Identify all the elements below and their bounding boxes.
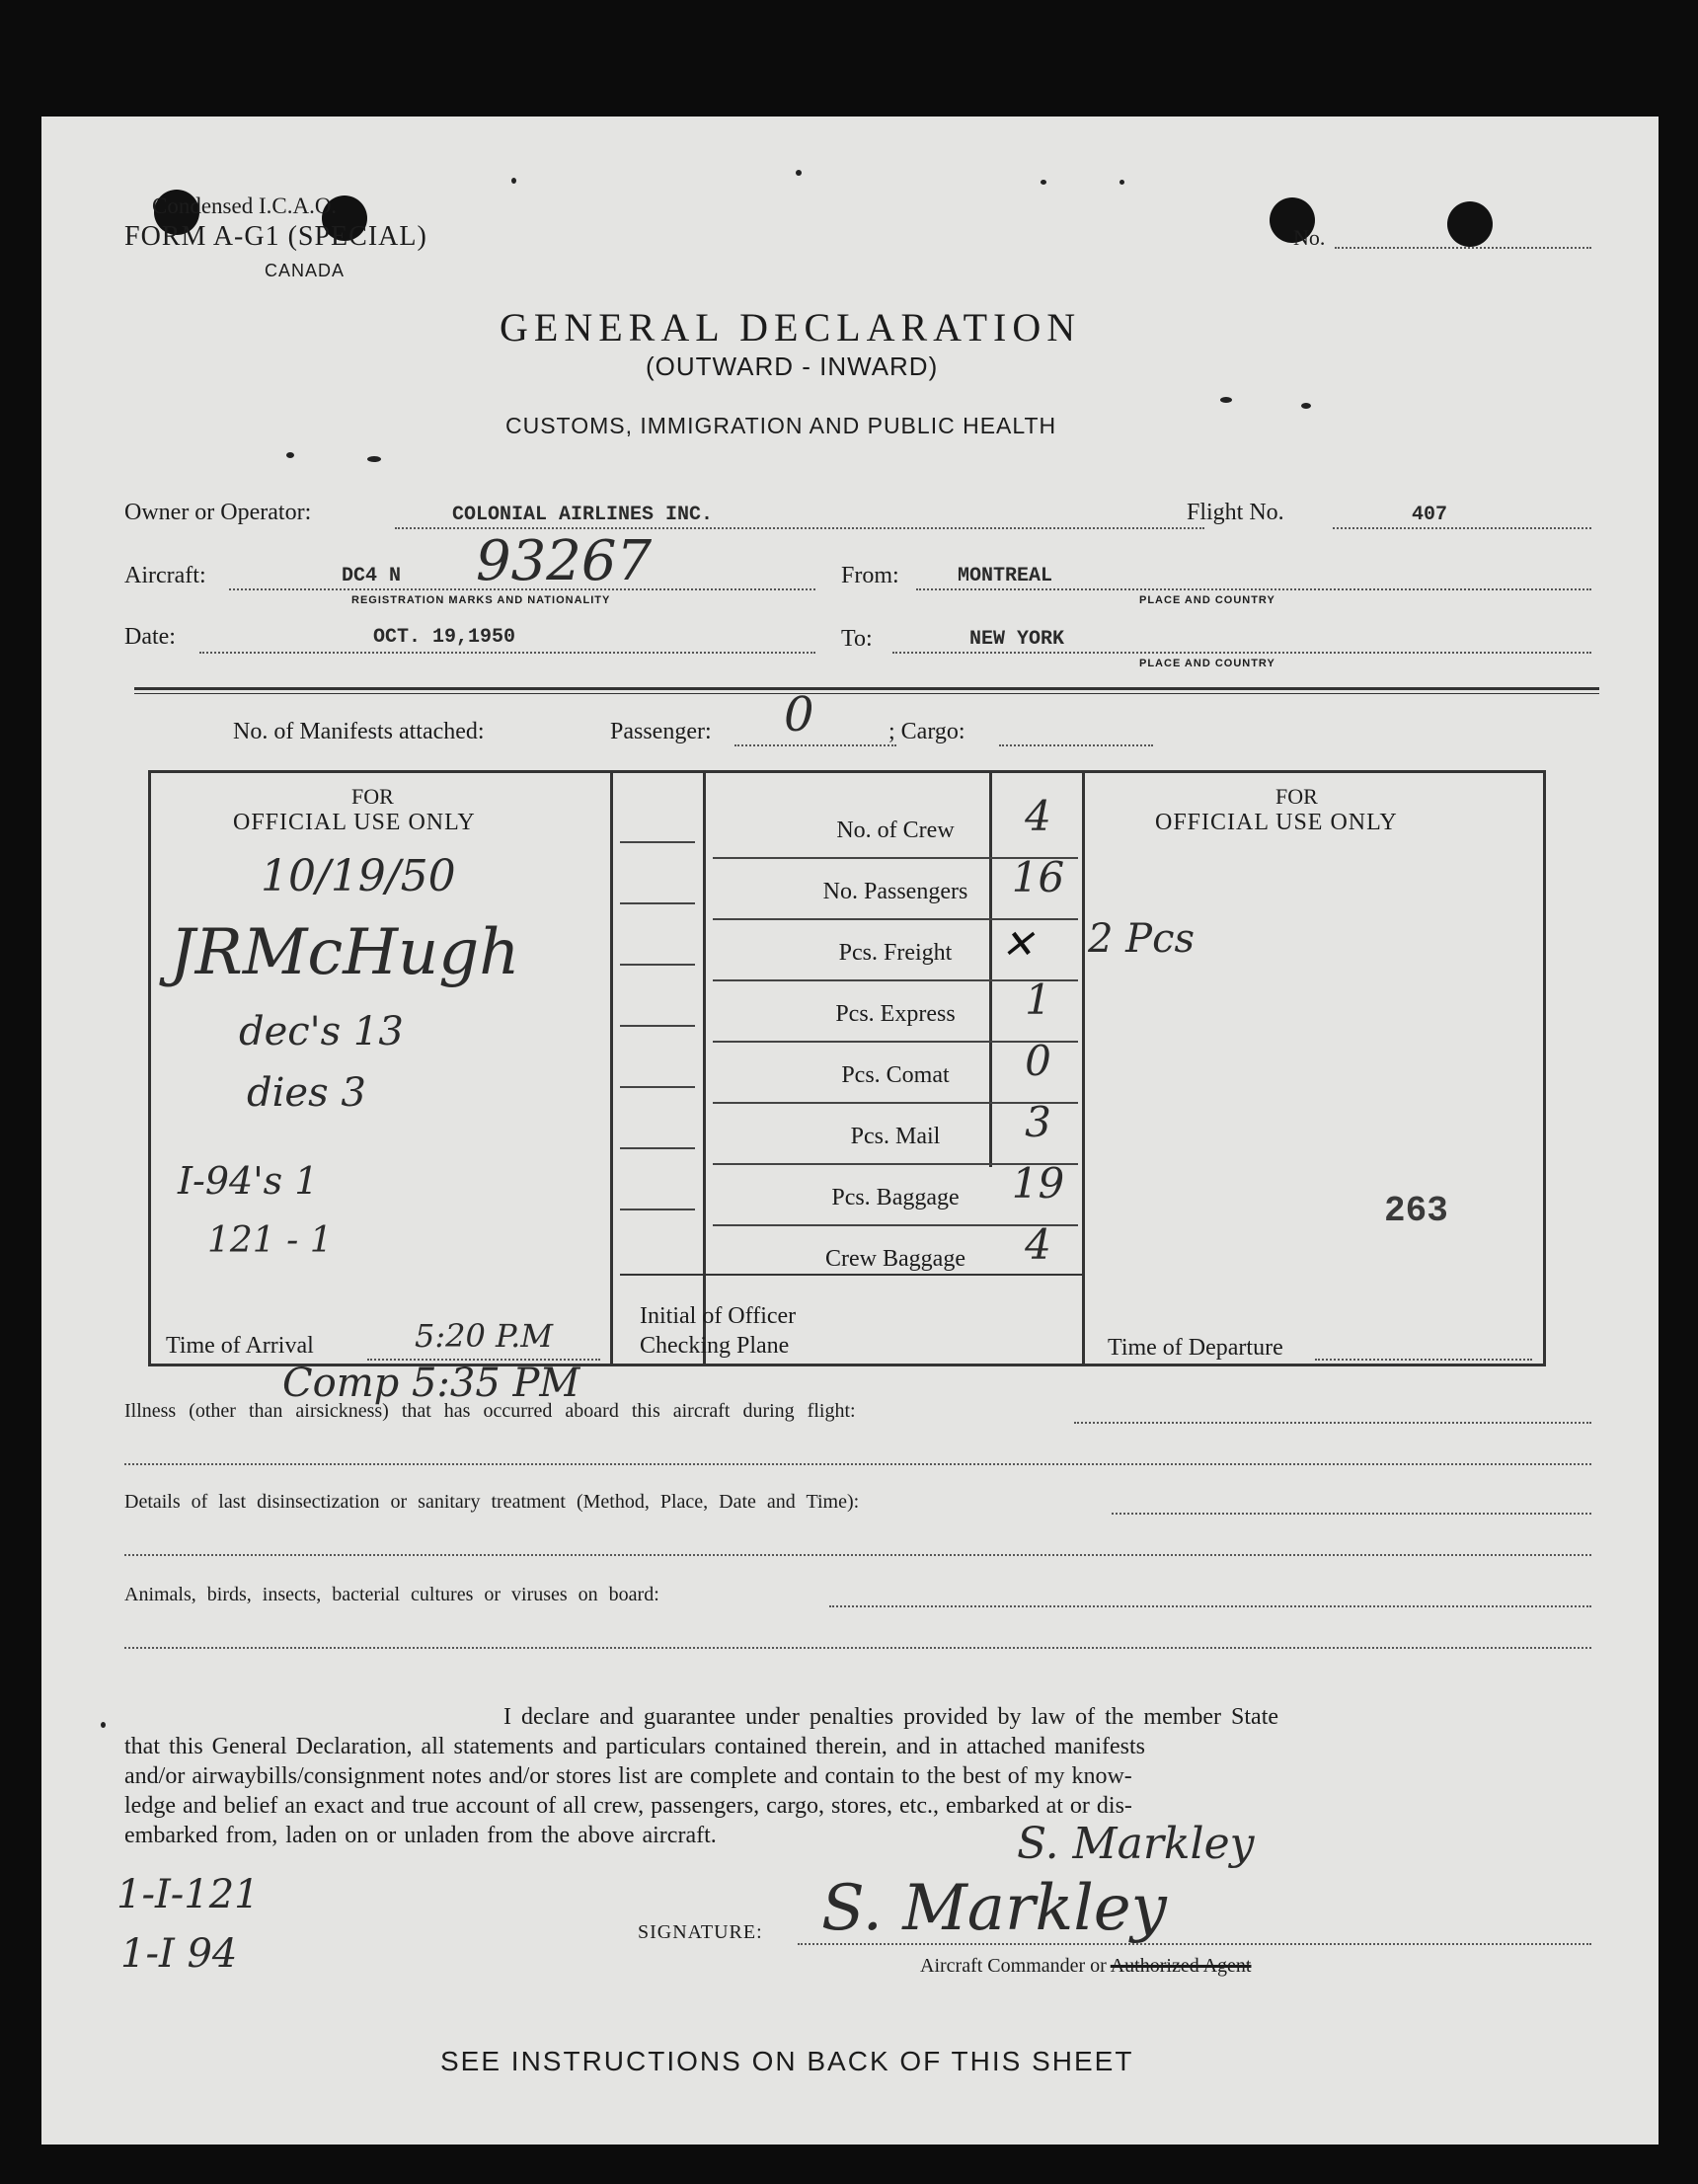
header-divider — [134, 687, 1599, 690]
speck — [1041, 180, 1046, 185]
signature-role-text: Aircraft Commander or — [920, 1955, 1107, 1977]
row-value-freight: 2 Pcs — [1088, 916, 1196, 962]
aircraft-value: DC4 N — [342, 565, 402, 587]
illness-line-2 — [124, 1463, 1591, 1465]
disinsectization-line — [1112, 1513, 1591, 1515]
row-label: No. Passengers — [822, 879, 968, 904]
table-divider — [703, 772, 706, 1365]
flight-label: Flight No. — [1187, 500, 1284, 525]
row-value-passengers: 16 — [1011, 853, 1065, 901]
illness-label: Illness (other than airsickness) that has occurred aboard this aircraft during flight: — [124, 1400, 856, 1422]
crew-values — [991, 792, 1090, 1286]
official-note-dies: dies 3 — [247, 1070, 366, 1116]
animals-line-2 — [124, 1647, 1591, 1649]
officer-checking-label: Checking Plane — [640, 1333, 790, 1359]
official-note-decs: dec's 13 — [239, 1009, 404, 1054]
row-label: Pcs. Express — [835, 1001, 956, 1027]
manifest-passenger-line — [734, 744, 896, 746]
to-label: To: — [841, 626, 873, 652]
completion-time-note: Comp 5:35 PM — [282, 1361, 580, 1406]
speck — [101, 1722, 106, 1728]
signature-label: SIGNATURE: — [638, 1921, 763, 1943]
punch-hole — [1447, 201, 1493, 247]
row-label: Crew Baggage — [825, 1246, 965, 1272]
officer-initial-label: Initial of Officer — [640, 1303, 797, 1329]
speck — [1119, 180, 1124, 185]
row-label: Pcs. Baggage — [831, 1185, 960, 1210]
owner-value: COLONIAL AIRLINES INC. — [452, 504, 714, 526]
row-value-mail: 3 — [1025, 1098, 1051, 1146]
stamp-number: 263 — [1384, 1191, 1448, 1231]
time-departure-line — [1315, 1359, 1532, 1361]
animals-line — [829, 1605, 1591, 1607]
page-title: GENERAL DECLARATION — [500, 305, 1082, 350]
animals-label: Animals, birds, insects, bacterial cultures or viruses on board: — [124, 1584, 659, 1605]
to-value: NEW YORK — [969, 628, 1065, 651]
time-arrival-value: 5:20 P.M — [415, 1317, 554, 1355]
right-official-for: FOR — [1275, 784, 1318, 809]
row-label: Pcs. Comat — [841, 1062, 950, 1088]
speck — [511, 178, 516, 184]
aircraft-registration: 93267 — [476, 529, 653, 593]
doc-number-line — [1335, 247, 1591, 249]
speck — [286, 452, 294, 458]
to-sublabel: PLACE AND COUNTRY — [1139, 658, 1275, 669]
margin-note: 1-I 94 — [120, 1931, 238, 1977]
commander-signature: S. Markley — [821, 1872, 1167, 1945]
disinsectization-line-2 — [124, 1554, 1591, 1556]
form-condensed-label: Condensed I.C.A.O. — [152, 194, 338, 218]
declaration-line: and/or airwaybills/consignment notes and/or stores list are complete and contain to the best of my know- — [124, 1763, 1132, 1789]
page-subtitle: (OUTWARD - INWARD) — [646, 351, 939, 381]
to-line — [892, 652, 1591, 654]
row-label: Pcs. Mail — [850, 1124, 941, 1149]
from-label: From: — [841, 563, 899, 588]
commander-signature-top: S. Markley — [1017, 1819, 1255, 1869]
from-sublabel: PLACE AND COUNTRY — [1139, 594, 1275, 606]
speck — [1220, 397, 1232, 403]
disinsectization-label: Details of last disinsectization or sanitary treatment (Method, Place, Date and Time): — [124, 1491, 860, 1513]
declaration-line: ledge and belief an exact and true account of all crew, passengers, cargo, stores, etc., embarked at or dis- — [124, 1793, 1132, 1819]
date-line — [199, 652, 815, 654]
row-value-comat: 0 — [1025, 1037, 1051, 1085]
row-value-crew: 4 — [1025, 792, 1051, 840]
declaration-sheet — [41, 117, 1659, 2145]
owner-label: Owner or Operator: — [124, 500, 312, 525]
manifest-cargo-label: ; Cargo: — [888, 719, 965, 744]
from-line — [916, 588, 1591, 590]
row-value-baggage: 19 — [1011, 1159, 1065, 1208]
illness-line — [1074, 1422, 1591, 1424]
officer-signature: JRMcHugh — [170, 916, 520, 989]
date-label: Date: — [124, 624, 176, 650]
declaration-line: embarked from, laden on or unladen from the above aircraft. — [124, 1823, 717, 1848]
declaration-line: that this General Declaration, all statements and particulars contained therein, and in attached manifests — [124, 1734, 1145, 1759]
doc-number-label: No. — [1293, 225, 1326, 250]
manifest-cargo-line — [999, 744, 1153, 746]
declaration-line: I declare and guarantee under penalties provided by law of the member State — [503, 1704, 1279, 1730]
from-value: MONTREAL — [958, 565, 1053, 587]
date-value: OCT. 19,1950 — [373, 626, 516, 649]
freight-strikeout: ✕ — [1001, 922, 1035, 968]
row-value-express: 1 — [1025, 975, 1051, 1024]
left-official-title: OFFICIAL USE ONLY — [233, 810, 476, 835]
form-number: FORM A-G1 (SPECIAL) — [124, 221, 427, 252]
footer-instructions: SEE INSTRUCTIONS ON BACK OF THIS SHEET — [440, 2046, 1134, 2076]
manifests-label: No. of Manifests attached: — [233, 719, 485, 744]
margin-note: 1-I-121 — [116, 1872, 260, 1917]
flight-value: 407 — [1412, 504, 1448, 526]
flight-line — [1333, 527, 1591, 529]
speck — [796, 170, 802, 176]
left-official-for: FOR — [351, 784, 394, 809]
header-divider — [134, 693, 1599, 694]
speck — [367, 456, 381, 462]
speck — [1301, 403, 1311, 409]
row-value-crew-baggage: 4 — [1025, 1220, 1051, 1269]
manifest-passenger-label: Passenger: — [610, 719, 712, 744]
form-country: CANADA — [265, 261, 346, 280]
official-note-121: 121 - 1 — [207, 1220, 333, 1261]
row-label: Pcs. Freight — [838, 940, 953, 966]
row-label: No. of Crew — [836, 818, 955, 843]
right-official-title: OFFICIAL USE ONLY — [1155, 810, 1398, 835]
official-note-i94: I-94's 1 — [178, 1159, 319, 1203]
aircraft-label: Aircraft: — [124, 563, 206, 588]
signature-role — [920, 1955, 1251, 1978]
manifest-passenger-value: 0 — [784, 687, 814, 742]
page-scope: CUSTOMS, IMMIGRATION AND PUBLIC HEALTH — [505, 413, 1057, 438]
time-arrival-label: Time of Arrival — [166, 1333, 314, 1359]
time-departure-label: Time of Departure — [1108, 1335, 1283, 1361]
table-divider — [610, 772, 613, 1365]
signature-role-struck: Authorized Agent — [1110, 1955, 1252, 1977]
official-handwritten-date: 10/19/50 — [261, 851, 456, 901]
aircraft-sublabel: REGISTRATION MARKS AND NATIONALITY — [351, 594, 611, 606]
